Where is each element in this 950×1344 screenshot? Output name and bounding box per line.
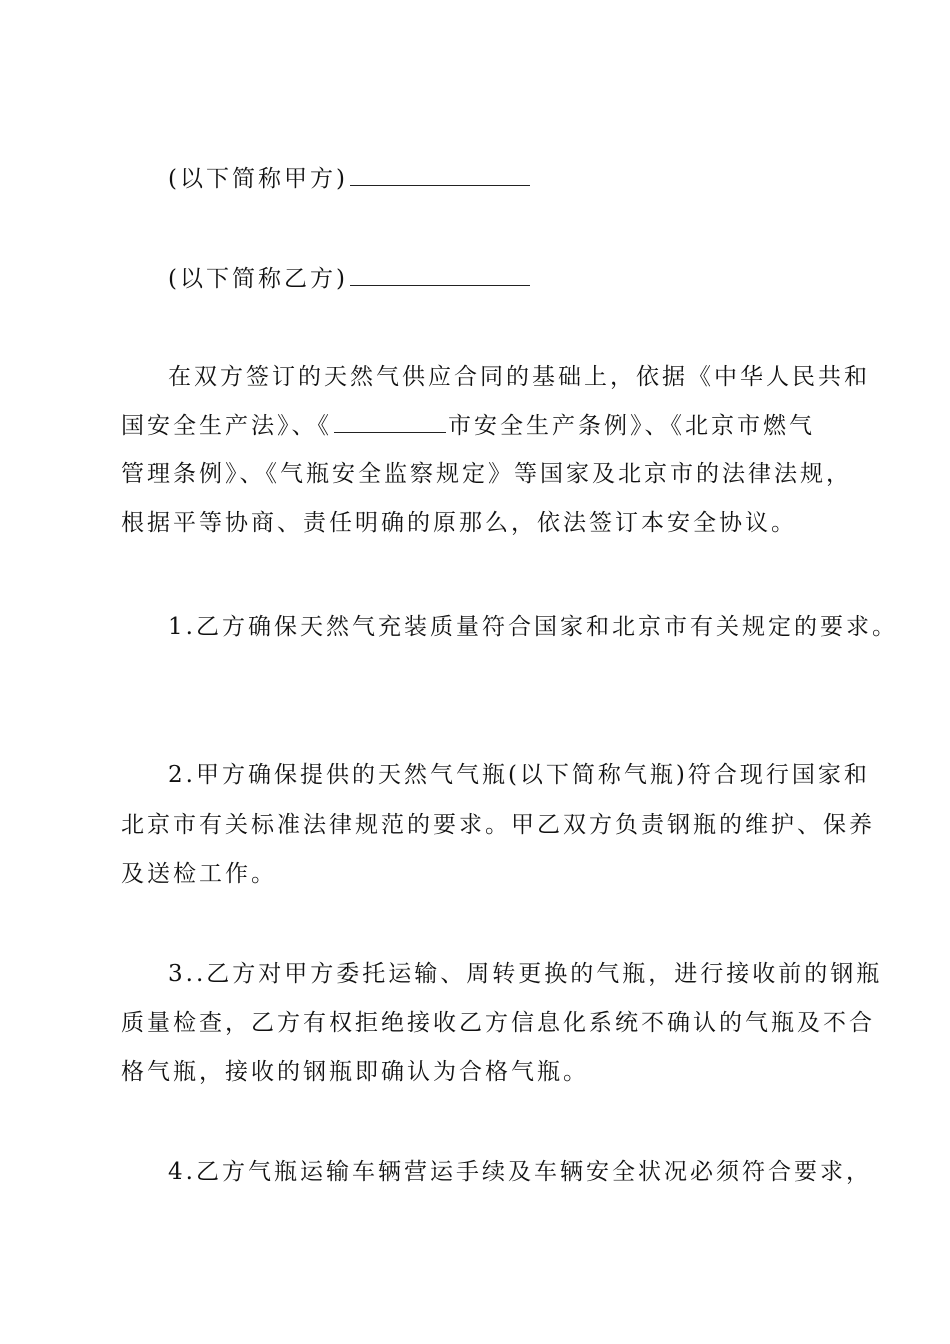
clause-1-line-1: 1.乙方确保天然气充装质量符合国家和北京市有关规定的要求。 <box>168 614 898 640</box>
clause-4-line-1: 4.乙方气瓶运输车辆营运手续及车辆安全状况必须符合要求， <box>168 1159 872 1185</box>
clause-3-line-2: 质量检查，乙方有权拒绝接收乙方信息化系统不确认的气瓶及不合 <box>121 1010 875 1036</box>
intro-line-1: 在双方签订的天然气供应合同的基础上，依据《中华人民共和 <box>168 364 870 390</box>
party-a-label: (以下简称甲方) <box>168 166 348 192</box>
clause-2-line-1: 2.甲方确保提供的天然气气瓶(以下简称气瓶)符合现行国家和 <box>168 762 870 788</box>
intro-line-2-a: 国安全生产法》、《 <box>121 413 332 439</box>
clause-2-line-2: 北京市有关标准法律规范的要求。甲乙双方负责钢瓶的维护、保养 <box>121 812 875 838</box>
clause-3-line-3: 格气瓶，接收的钢瓶即确认为合格气瓶。 <box>121 1059 589 1085</box>
clause-2-line-3: 及送检工作。 <box>121 861 277 887</box>
intro-line-4: 根据平等协商、责任明确的原那么，依法签订本安全协议。 <box>121 510 797 536</box>
intro-line-2 <box>121 410 815 441</box>
intro-line-3: 管理条例》、《气瓶安全监察规定》等国家及北京市的法律法规， <box>121 461 852 487</box>
clause-3-line-1: 3..乙方对甲方委托运输、周转更换的气瓶，进行接收前的钢瓶 <box>168 961 883 987</box>
party-b-label: (以下简称乙方) <box>168 266 348 292</box>
party-a-blank[interactable] <box>350 163 530 186</box>
party-b-line <box>168 263 532 294</box>
party-a-line <box>168 163 532 194</box>
city-blank[interactable] <box>334 410 446 433</box>
party-b-blank[interactable] <box>350 263 530 286</box>
intro-line-2-b: 市安全生产条例》、《北京市燃气 <box>448 413 815 439</box>
